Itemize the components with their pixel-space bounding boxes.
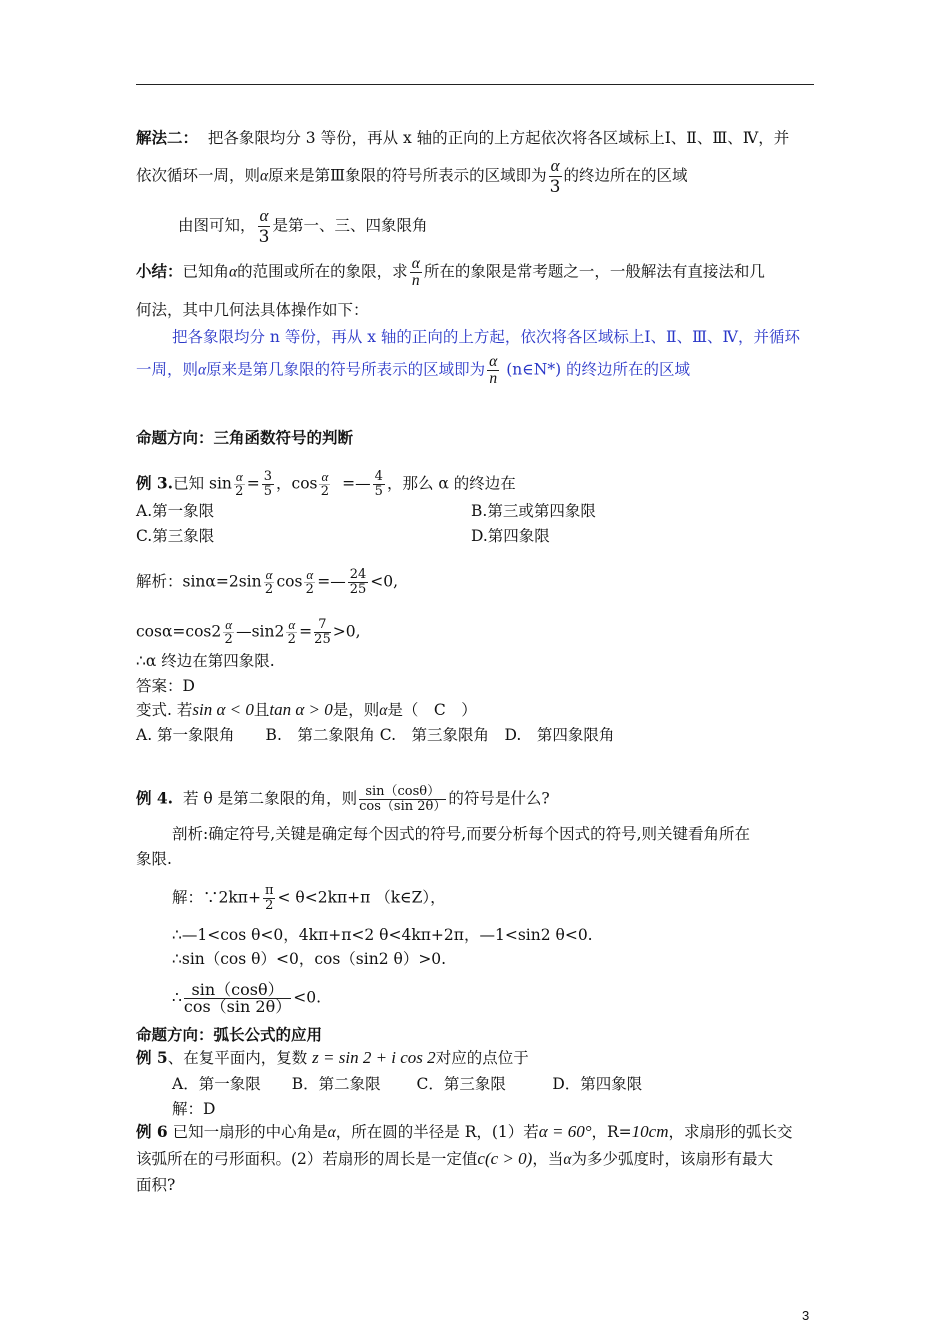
ex4-analysis-line1: 剖析:确定符号,关键是确定每个因式的符号,而要分析每个因式的符号,则关键看角所在: [172, 825, 751, 843]
ex4-analysis-line2: 象限.: [136, 850, 172, 868]
fraction-alpha-n-blue: $\frac{\alpha}{n}$: [489, 353, 498, 387]
ex4-step4: ∴ $\frac{\sin(\cos\theta)}{\cos(\sin 2\theta)}$ <0.: [172, 980, 321, 1016]
fraction-sin-cos-large: $\frac{\sin(\cos\theta)}{\cos(\sin 2\theta)}$: [183, 980, 292, 1016]
ex3-option-a: A.第一象限: [136, 502, 215, 520]
ex3-label: 例 3.: [136, 473, 174, 493]
ex6-label: 例 6: [136, 1122, 168, 1141]
ex6-line1: 例 6 已知一扇形的中心角是α，所在圆的半径是 R，(1）若α = 60°，R=10cm，求扇形的弧长交: [136, 1122, 793, 1141]
fraction-alpha-n: $\frac{\alpha}{n}$: [411, 255, 420, 289]
topic-heading-1: 命题方向：三角函数符号的判断: [136, 428, 354, 447]
ex3-variant-options: A. 第一象限角 B. 第二象限角 C. 第三象限角 D. 第四象限角: [136, 726, 615, 744]
sol2-line3: 由图可知， $\frac{\alpha}{3}$ 是第一、三、四象限角: [178, 206, 428, 247]
ex3-option-c: C.第三象限: [136, 527, 215, 545]
fraction-alpha-3-b: $\frac{\alpha}{3}$: [258, 206, 270, 247]
ex3-solution-line2: cosα=cos2 $\frac{\alpha}{2}$ —sin2 $\frac{\alpha}{2}$ = $\frac{7}{25}$ >0,: [136, 617, 361, 647]
sol2-line2: 依次循环一周，则α原来是第Ⅲ象限的符号所表示的区域即为 $\frac{\alpha}{3}$ 的终边所在的区域: [136, 156, 688, 197]
ex4-step3: ∴sin（cos θ）<0，cos（sin2 θ）>0.: [172, 950, 447, 968]
summary-blue-line2: 一周，则α原来是第几象限的符号所表示的区域即为 $\frac{\alpha}{n}$ (n∈N*) 的终边所在的区域: [136, 353, 691, 387]
ex5-label: 例 5: [136, 1048, 168, 1067]
ex4-label: 例 4.: [136, 788, 174, 808]
ex3-option-d: D.第四象限: [471, 527, 550, 545]
sol2-line1: 解法二： 把各象限均分 3 等份，再从 x 轴的正向的上方起依次将各区域标上Ⅰ、Ⅱ、Ⅲ、Ⅳ，并: [136, 128, 790, 147]
summary-line2: 何法，其中几何法具体操作如下：: [136, 301, 369, 319]
sol2-label: 解法二：: [136, 128, 199, 147]
ex3-therefore: ∴α 终边在第四象限.: [136, 652, 275, 670]
fraction-alpha-3: $\frac{\alpha}{3}$: [549, 156, 561, 197]
ex4-step2: ∴—1<cos θ<0，4kπ+π<2 θ<4kπ+2π，—1<sin2 θ<0.: [172, 926, 593, 944]
ex6-line2: 该弧所在的弓形面积。(2）若扇形的周长是一定值c(c > 0)，当α为多少弧度时，该扇形有最大: [136, 1149, 773, 1168]
summary-label: 小结：: [136, 261, 183, 281]
summary-blue-line1: 把各象限均分 n 等份，再从 x 轴的正向的上方起，依次将各区域标上Ⅰ、Ⅱ、Ⅲ、Ⅳ，并循环: [172, 328, 801, 346]
topic-heading-2: 命题方向：弧长公式的应用: [136, 1025, 323, 1044]
ex3-variant: 变式. 若sin α < 0且tan α > 0是，则α是（ C ）: [136, 700, 477, 719]
summary-line1: 小结：已知角α的范围或所在的象限，求 $\frac{\alpha}{n}$ 所在的象限是常考题之一，一般解法有直接法和几: [136, 255, 765, 289]
ex3-option-b: B.第三或第四象限: [471, 502, 596, 520]
header-rule: [136, 84, 814, 85]
ex5-question: 例 5、在复平面内，复数 z = sin 2 + i cos 2对应的点位于: [136, 1048, 529, 1067]
page-number: 3: [802, 1308, 810, 1323]
ex3-answer: 答案：D: [136, 677, 195, 695]
ex4-step1: 解：∵2kπ+ $\frac{\pi}{2}$ < θ<2kπ+π （k∈Z），: [172, 883, 446, 913]
ex3-solution-line1: 解析：sinα=2sin $\frac{\alpha}{2}$ cos $\frac{\alpha}{2}$ =— $\frac{24}{25}$ <0,: [136, 567, 399, 597]
ex6-line3: 面积?: [136, 1176, 176, 1194]
ex3-question: 例 3.已知 sin $\frac{\alpha}{2}$ = $\frac{3}{5}$ ，cos $\frac{\alpha}{2}$ =— $\frac{4}{5}$ ，那么 α 的终边在: [136, 469, 516, 499]
fraction-sin-cos: $\frac{\sin(\cos\theta)}{\cos(\sin 2\theta)}$: [359, 784, 447, 814]
ex4-question: 例 4. 若 θ 是第二象限的角，则 $\frac{\sin(\cos\theta)}{\cos(\sin 2\theta)}$ 的符号是什么?: [136, 784, 550, 814]
ex5-solution: 解：D: [172, 1100, 216, 1118]
ex5-options: A．第一象限 B．第二象限 C．第三象限 D．第四象限: [172, 1075, 643, 1093]
